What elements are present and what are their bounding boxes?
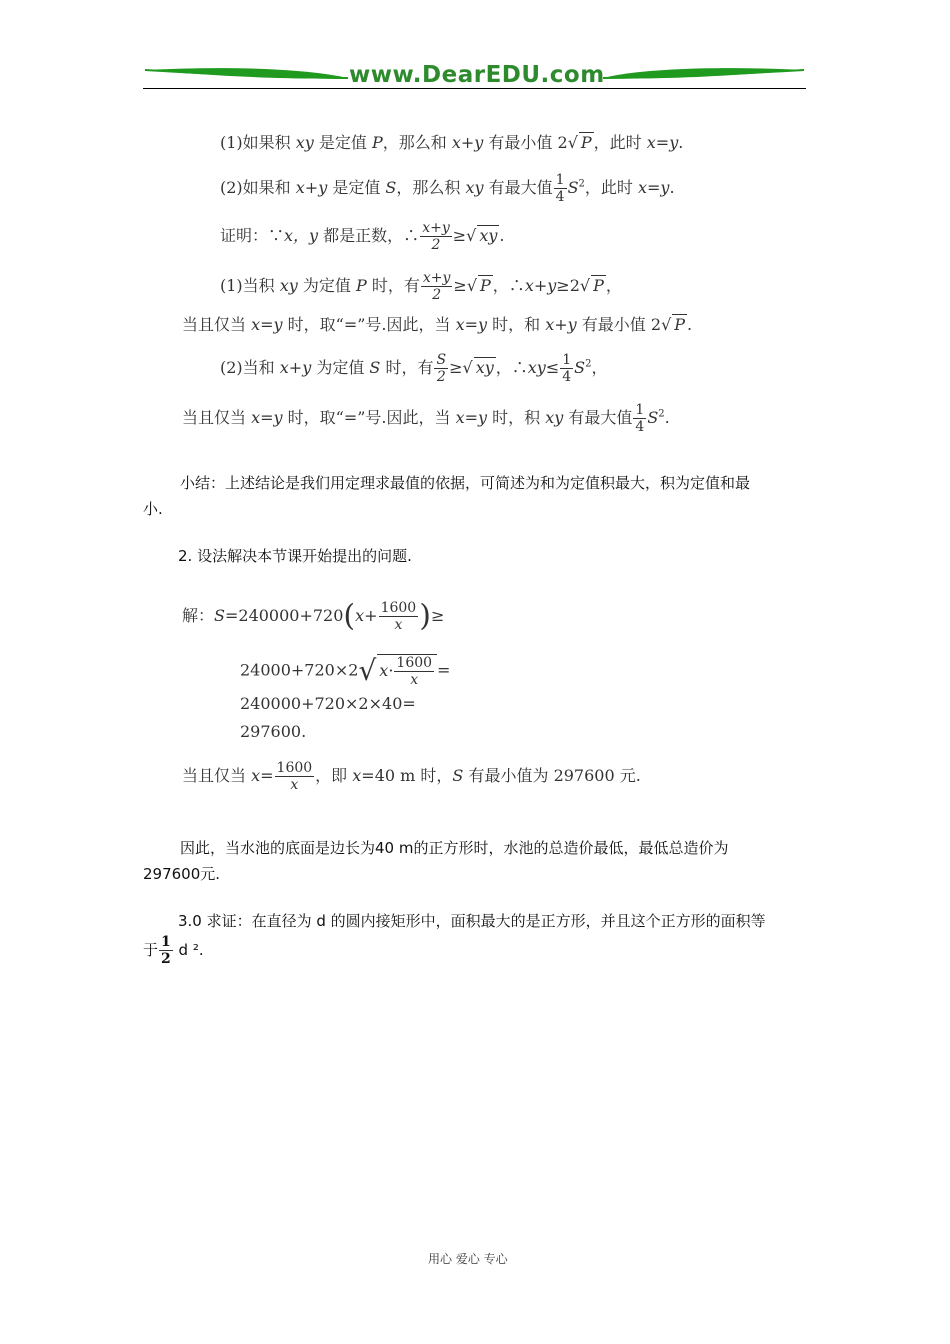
proof-line-5: 当且仅当 x=y 时，取“=”号.因此，当 x=y 时，和 x+y 有最小值 2√ P .	[182, 315, 693, 334]
solution-line-3: 240000+720×2×40=	[240, 694, 416, 713]
fraction: $\frac{1600}{x}$	[396, 655, 433, 688]
fraction: $\frac{x+y}{2}$	[422, 220, 450, 253]
solution-line-5: 当且仅当 x= $\frac{1600}{x}$ ，即 x=40 m 时，S 有最小值为 297600 元.	[182, 760, 641, 793]
solution-line-2: 24000+720×2√ x· $\frac{1600}{x}$ =	[240, 654, 451, 688]
fraction: $\frac{1}{4}$	[562, 352, 572, 385]
fraction: $\frac{1}{4}$	[555, 172, 565, 205]
site-brand: www.DearEDU.com	[349, 62, 605, 88]
summary-line-1: 小结：上述结论是我们用定理求最值的依据，可简述为和为定值积最大，积为定值和最	[180, 474, 751, 492]
fraction: $\frac{S}{2}$	[436, 352, 447, 385]
page-footer: 用心 爱心 专心	[428, 1252, 508, 1266]
header-rule	[143, 88, 806, 89]
fraction: $\frac{1}{4}$	[635, 402, 645, 435]
proof-line-3: 证明：∵x，y 都是正数，∴ $\frac{x+y}{2}$ ≥√ xy .	[220, 220, 505, 253]
solution-line-4: 297600.	[240, 722, 307, 741]
fraction: $\frac{x+y}{2}$	[422, 270, 451, 303]
conclusion-line-2: 297600元.	[143, 865, 221, 883]
summary-line-2: 小.	[143, 500, 163, 518]
fraction: $\frac{1600}{x}$	[276, 760, 313, 793]
proof-line-1: (1)如果积 xy 是定值 P，那么和 x+y 有最小值 2√ P ，此时 x=y.	[220, 133, 684, 152]
conclusion-line-1: 因此，当水池的底面是边长为40 m的正方形时，水池的总造价最低，最低总造价为	[180, 839, 729, 857]
item-3-line-1: 3.0 求证：在直径为 d 的圆内接矩形中，面积最大的是正方形，并且这个正方形的面积等	[178, 912, 766, 930]
solution-line-1: 解：S=240000+720(x+ $\frac{1600}{x}$ )≥	[182, 598, 445, 634]
proof-line-4: (1)当积 xy 为定值 P 时，有 $\frac{x+y}{2}$ ≥√ P ，∴x+y≥2√ P ，	[220, 270, 622, 303]
item-2-heading: 2. 设法解决本节课开始提出的问题.	[178, 547, 412, 565]
item-3-line-2: 于 $\frac{1}{2}$ d ².	[143, 934, 204, 967]
fraction: $\frac{1600}{x}$	[380, 600, 417, 633]
proof-line-6: (2)当和 x+y 为定值 S 时，有 $\frac{S}{2}$ ≥√ xy ，∴xy≤ $\frac{1}{4}$ $S^2$，	[220, 352, 608, 385]
proof-line-2: (2)如果和 x+y 是定值 S，那么积 xy 有最大值 $\frac{1}{4}$ $S^2$，此时 x=y.	[220, 172, 675, 205]
proof-line-7: 当且仅当 x=y 时，取“=”号.因此，当 x=y 时，积 xy 有最大值 $\frac{1}{4}$ $S^2$.	[182, 402, 670, 435]
fraction: $\frac{1}{2}$	[161, 934, 171, 967]
